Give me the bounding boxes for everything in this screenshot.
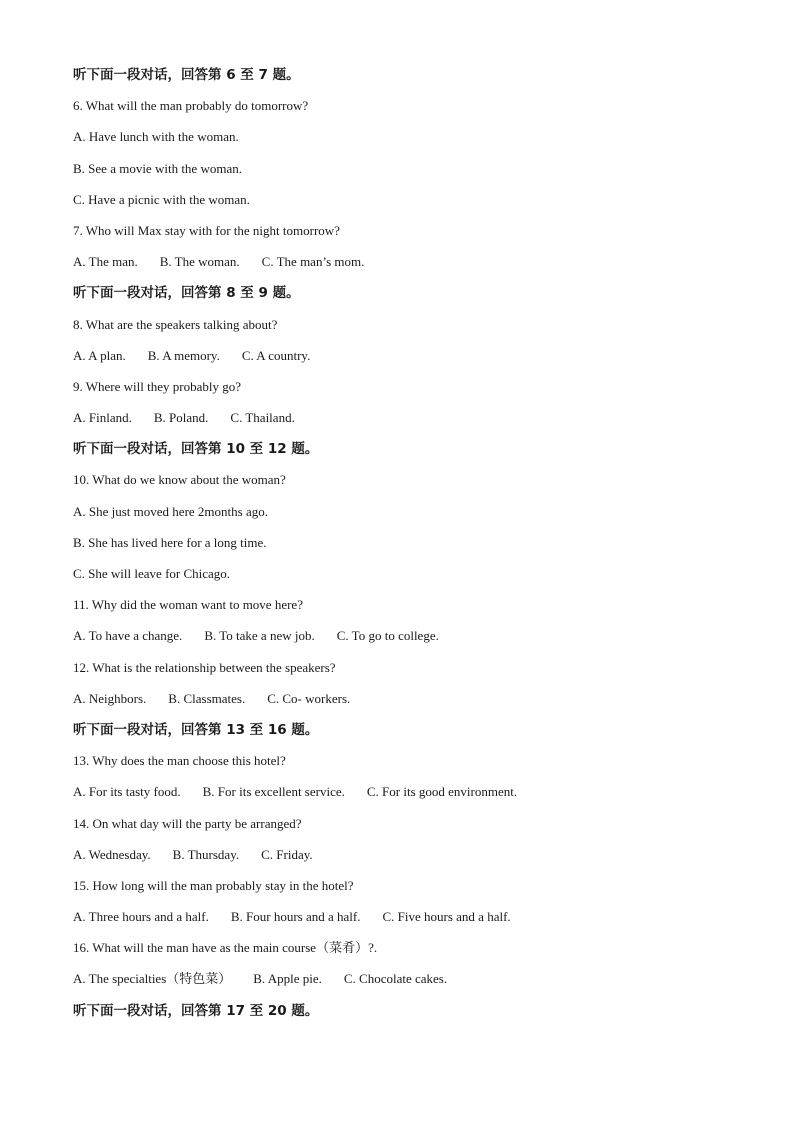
- option-text: B. For its excellent service.: [202, 784, 345, 800]
- option-text: A. Neighbors.: [73, 690, 147, 706]
- option-text: C. Co- workers.: [267, 690, 351, 706]
- option-text: B. She has lived here for a long time.: [73, 534, 267, 550]
- options-row: [73, 407, 753, 438]
- exam-page: [73, 64, 753, 1031]
- option-text: B. Four hours and a half.: [230, 909, 361, 925]
- question-text: 12. What is the relationship between the speakers?: [73, 659, 336, 675]
- option-text: A. The man.: [73, 254, 138, 270]
- option-text: B. A memory.: [147, 347, 220, 363]
- question-text: 6. What will the man probably do tomorrow?: [73, 98, 309, 114]
- question-text: 8. What are the speakers talking about?: [73, 316, 278, 332]
- options-row: [73, 781, 753, 812]
- options-row: [73, 625, 753, 656]
- question-text: 7. Who will Max stay with for the night tomorrow?: [73, 222, 340, 238]
- option-text: A. The specialties（特色菜）: [73, 971, 232, 987]
- option-text: C. For its good environment.: [366, 784, 518, 800]
- question-text: 14. On what day will the party be arranged?: [73, 815, 302, 831]
- section-heading: 听下面一段对话，回答第 8 至 9 题。: [73, 285, 300, 302]
- option-text: C. To go to college.: [336, 628, 439, 644]
- option-text: A. For its tasty food.: [73, 784, 181, 800]
- question-text: 9. Where will they probably go?: [73, 378, 241, 394]
- options-row: [73, 968, 753, 999]
- options-row: [73, 345, 753, 376]
- options-row: [73, 844, 753, 875]
- option-text: A. Have lunch with the woman.: [73, 129, 239, 145]
- option-text: C. A country.: [241, 347, 311, 363]
- question-text: 13. Why does the man choose this hotel?: [73, 753, 286, 769]
- option-text: C. Have a picnic with the woman.: [73, 191, 250, 207]
- option-text: C. Chocolate cakes.: [343, 971, 448, 987]
- option-text: A. Wednesday.: [73, 846, 151, 862]
- option-text: A. Finland.: [73, 410, 132, 426]
- section-heading: 听下面一段对话，回答第 13 至 16 题。: [73, 721, 319, 738]
- section-heading: 听下面一段对话，回答第 17 至 20 题。: [73, 1002, 319, 1019]
- option-text: B. See a movie with the woman.: [73, 160, 242, 176]
- option-text: A. She just moved here 2months ago.: [73, 503, 268, 519]
- section-heading: 听下面一段对话，回答第 6 至 7 题。: [73, 67, 300, 83]
- option-text: B. The woman.: [159, 254, 240, 270]
- question-text: 16. What will the man have as the main course（菜肴）?.: [73, 940, 378, 956]
- option-text: B. Thursday.: [172, 846, 240, 862]
- options-row: [73, 688, 753, 719]
- question-text: 15. How long will the man probably stay in the hotel?: [73, 877, 354, 893]
- option-text: C. The man’s mom.: [261, 254, 365, 270]
- question-text: 10. What do we know about the woman?: [73, 472, 286, 488]
- options-row: [73, 906, 753, 937]
- question-text: 11. Why did the woman want to move here?: [73, 597, 303, 613]
- option-text: B. Classmates.: [168, 690, 246, 706]
- options-row: [73, 251, 753, 282]
- option-text: B. Apple pie.: [253, 971, 322, 987]
- option-text: A. A plan.: [73, 347, 126, 363]
- section-heading: 听下面一段对话，回答第 10 至 12 题。: [73, 441, 319, 458]
- option-text: C. Friday.: [261, 846, 313, 862]
- option-text: C. Thailand.: [230, 410, 295, 426]
- option-text: C. Five hours and a half.: [382, 909, 511, 925]
- option-text: C. She will leave for Chicago.: [73, 566, 231, 581]
- option-text: A. Three hours and a half.: [73, 909, 209, 925]
- option-text: B. To take a new job.: [204, 628, 315, 644]
- option-text: A. To have a change.: [73, 628, 183, 644]
- option-text: B. Poland.: [153, 410, 209, 426]
